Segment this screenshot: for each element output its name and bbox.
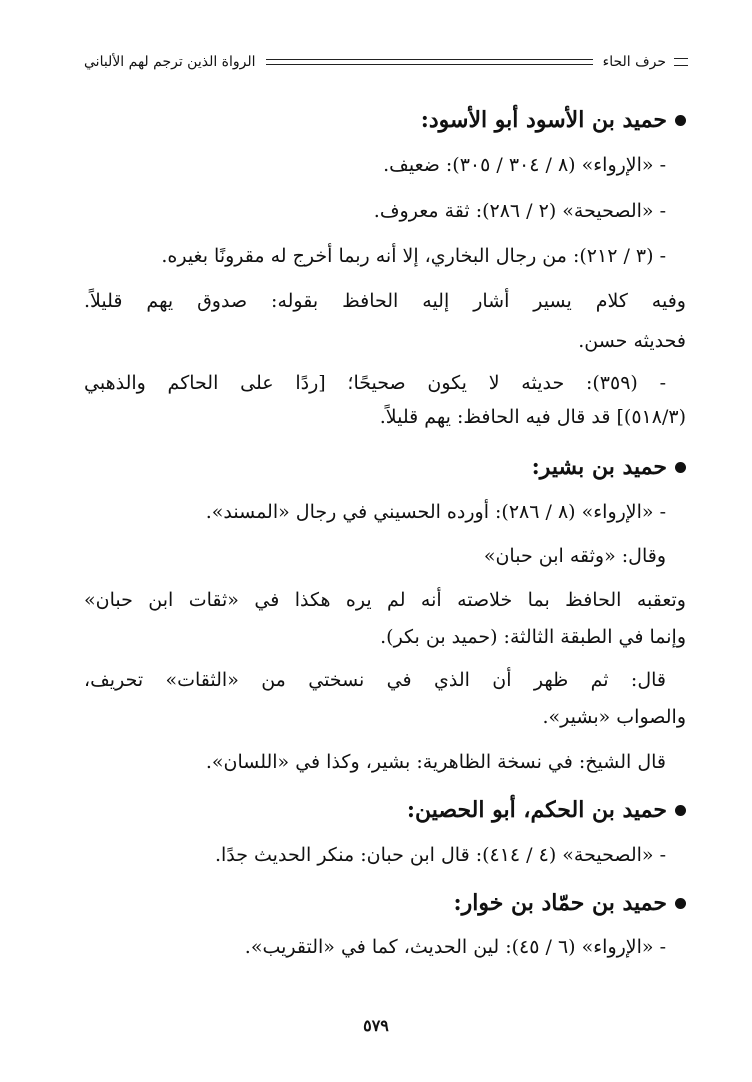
- entry-line: وفيه كلام يسير أشار إليه الحافظ بقوله: صدوق يهم قليلاً.: [84, 290, 686, 312]
- bullet-icon: [675, 462, 686, 473]
- entry-heading: حميد بن الأسود أبو الأسود:: [84, 105, 686, 135]
- entry-line: - «الإرواء» (٨ / ٢٨٦): أورده الحسيني في رجال «المسند».: [205, 501, 666, 523]
- entry-line: - (٣ / ٢١٢): من رجال البخاري، إلا أنه ربما أخرج له مقرونًا بغيره.: [161, 245, 666, 267]
- entry-heading: حميد بن الحكم، أبو الحصين:: [84, 795, 686, 825]
- header-title: الرواة الذين ترجم لهم الألباني: [84, 54, 256, 70]
- header-ornament: [674, 58, 688, 66]
- entry-line: وقال: «وثقه ابن حبان»: [483, 545, 666, 567]
- entry-line: (٥١٨/٣)] قد قال فيه الحافظ: يهم قليلاً.: [379, 406, 686, 428]
- entry-line: - (٣٥٩): حديثه لا يكون صحيحًا؛ [ردًا على الحاكم والذهبي: [84, 372, 667, 394]
- page-number: ٥٧٩: [363, 1016, 389, 1035]
- bullet-icon: [675, 805, 686, 816]
- entry-line: - «الصحيحة» (٤ / ٤١٤): قال ابن حبان: منكر الحديث جدًا.: [214, 844, 666, 866]
- entry-line: قال الشيخ: في نسخة الظاهرية: بشير، وكذا في «اللسان».: [205, 751, 666, 773]
- entry-line: - «الإرواء» (٦ / ٤٥): لين الحديث، كما في «التقريب».: [244, 936, 666, 958]
- entry-line: - «الإرواء» (٨ / ٣٠٤ / ٣٠٥): ضعيف.: [383, 154, 666, 176]
- entry-heading: حميد بن بشير:: [84, 452, 686, 482]
- running-header: [84, 50, 688, 74]
- entry-line: - «الصحيحة» (٢ / ٢٨٦): ثقة معروف.: [373, 200, 666, 222]
- header-section: حرف الحاء: [602, 54, 666, 70]
- entry-heading: حميد بن حمّاد بن خوار:: [84, 888, 686, 918]
- entry-line: فحديثه حسن.: [578, 330, 686, 352]
- entry-line: والصواب «بشير».: [542, 706, 686, 728]
- bullet-icon: [675, 115, 686, 126]
- bullet-icon: [675, 898, 686, 909]
- entry-line: وإنما في الطبقة الثالثة: (حميد بن بكر).: [380, 626, 686, 648]
- entry-line: وتعقبه الحافظ بما خلاصته أنه لم يره هكذا في «ثقات ابن حبان»: [84, 589, 686, 611]
- entry-line: قال: ثم ظهر أن الذي في نسختي من «الثقات» تحريف،: [84, 669, 666, 691]
- header-rule: [266, 59, 593, 65]
